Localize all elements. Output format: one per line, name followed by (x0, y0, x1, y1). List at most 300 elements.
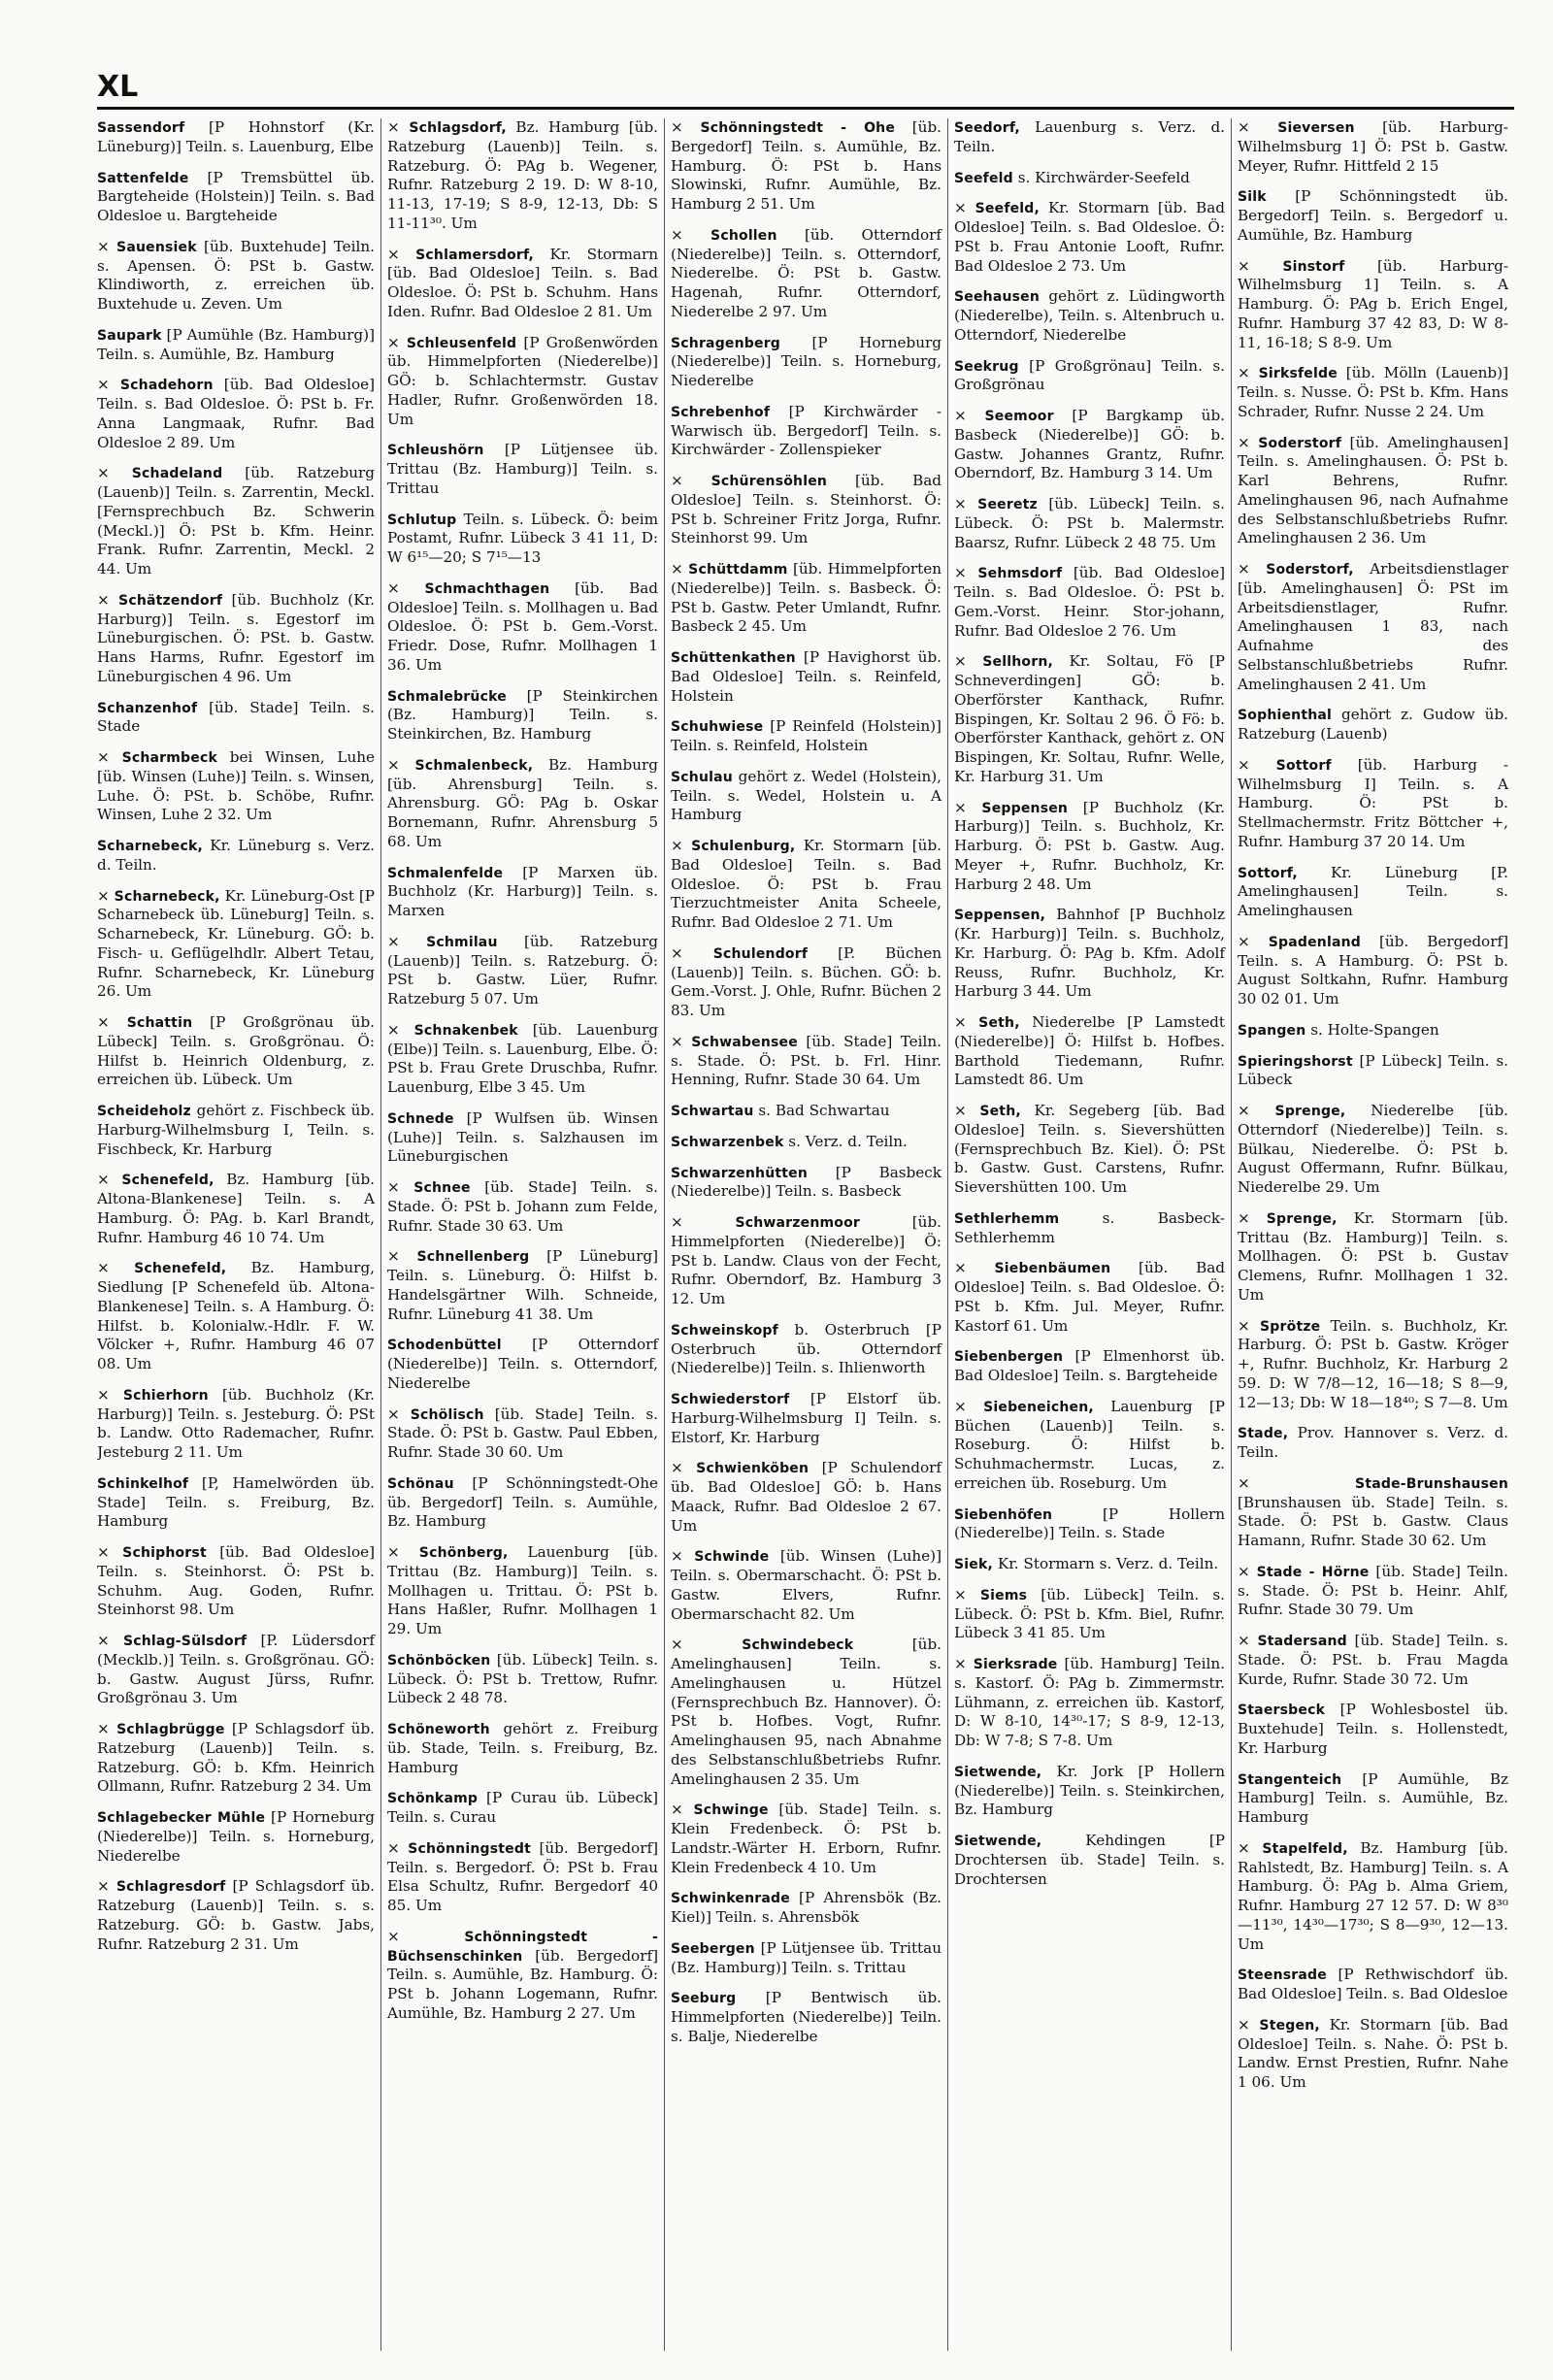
entry-text: [Brunshausen üb. Stade] Teiln. s. Stade. Ö: PSt b. Gastw. Claus Hamann, Rufnr. Stade 30 62. Um (1238, 1493, 1508, 1549)
post-office-mark: × (97, 590, 110, 609)
post-office-mark: × (671, 1636, 683, 1654)
entry-name: Seemoor (984, 409, 1054, 424)
header-rule (97, 107, 1514, 110)
directory-entry (954, 199, 1225, 276)
post-office-mark: × (954, 1013, 967, 1031)
entry-text: bei Winsen, Luhe [üb. Winsen (Luhe)] Teiln. s. Winsen, Luhe. Ö: PSt. b. Schöbe, Rufnr. Winsen, Luhe 2 32. Um (97, 748, 376, 824)
directory-entry (671, 648, 942, 706)
entry-name: Siebenbergen (954, 1349, 1064, 1366)
directory-entry (671, 1390, 942, 1447)
directory-entry (671, 472, 942, 548)
post-office-mark: × (954, 652, 967, 671)
entry-name: Schönningstedt (408, 1840, 531, 1857)
directory-entry (671, 226, 942, 322)
post-office-mark: × (1238, 560, 1250, 578)
directory-entry (97, 1632, 375, 1708)
post-office-mark: × (954, 1102, 967, 1119)
entry-name: Schmalebrücke (387, 688, 507, 705)
directory-entry (671, 1989, 942, 2046)
entry-name: Seefeld, (975, 201, 1041, 217)
directory-entry (954, 1832, 1225, 1889)
directory-entry (954, 1763, 1225, 1820)
entry-name: Siebenhöfen (954, 1506, 1053, 1523)
directory-entry (671, 1033, 942, 1090)
directory-entry (387, 756, 658, 852)
directory-entry (97, 748, 375, 825)
directory-entry (97, 1386, 375, 1463)
directory-entry (1238, 560, 1508, 694)
entry-text: [P Tremsbüttel üb. Bargteheide (Holstein)] Teiln. s. Bad Oldesloe u. Bargteheide (97, 168, 375, 224)
entry-text: [P Ahrensbök (Bz. Kiel)] Teiln. s. Ahrensbök (671, 1889, 942, 1926)
directory-entry (671, 118, 942, 215)
entry-text: Kr. Stormarn [üb. Bad Oldesloe] Teiln. s. Nahe. Ö: PSt b. Landw. Ernst Prestien, Rufnr. Nahe 1 06. Um (1238, 2015, 1508, 2091)
entry-name: Schinkelhof (97, 1475, 189, 1492)
entry-text: [P Elmenhorst üb. Bad Oldesloe] Teiln. s. Bargteheide (954, 1347, 1225, 1384)
entry-name: Schwindebeck (742, 1637, 854, 1654)
directory-entry (387, 1474, 658, 1532)
entry-text: [üb. Bad Oldesloe] Teiln. s. Bad Oldesloe. Ö: PSt b. Gem.-Vorst. Heinr. Stor-johann, Rufnr. Bad Oldesloe 2 76. Um (954, 564, 1225, 640)
directory-entry (954, 1586, 1225, 1643)
entry-text: Kr. Lüneburg [P. Amelinghausen] Teiln. s. Amelinghausen (1238, 863, 1508, 919)
post-office-mark: × (954, 798, 967, 816)
post-office-mark: × (387, 1020, 400, 1039)
post-office-mark: × (97, 376, 110, 394)
post-office-mark: × (97, 464, 110, 482)
entry-text: Bz. Hamburg [üb. Altona-Blankenese] Teiln. s. A Hamburg. Ö: PAg. b. Karl Brandt, Rufnr. Hamburg 46 10 74. Um (97, 1171, 376, 1246)
post-office-mark: × (387, 932, 400, 950)
entry-name: Scharnebeck, (97, 839, 204, 854)
entry-name: Schulendorf (712, 945, 809, 962)
entry-name: Seekrug (954, 358, 1019, 375)
entry-text: s. Holte-Spangen (1305, 1020, 1439, 1039)
directory-entry (387, 1839, 658, 1916)
post-office-mark: × (1238, 433, 1250, 451)
entry-name: Sprötze (1260, 1318, 1321, 1335)
entry-text: [üb. Ratzeburg (Lauenb)] Teiln. s. Zarrentin, Meckl. [Fernsprechbuch Bz. Schwerin (Meckl.)] Ö: PSt b. Kfm. Heinr. Frank. Rufnr. Zarrentin, Meckl. 2 44. Um (97, 464, 375, 578)
entry-text: [P Horneburg (Niederelbe)] Teiln. s. Horneburg, Niederelbe (97, 1808, 375, 1865)
directory-entry (954, 652, 1225, 786)
directory-entry (954, 1209, 1225, 1248)
directory-entry (387, 1720, 658, 1777)
entry-name: Schleushörn (387, 443, 484, 459)
post-office-mark: × (387, 333, 400, 351)
entry-text: [P Schulendorf üb. Bad Oldesloe] GÖ: b. Hans Maack, Rufnr. Bad Oldesloe 2 67. Um (671, 1459, 942, 1535)
directory-entry (97, 169, 375, 226)
directory-entry (671, 1547, 942, 1624)
directory-entry (954, 118, 1225, 157)
entry-text: [P Schönningstedt üb. Bergedorf] Teiln. s. Bergedorf u. Aumühle, Bz. Hamburg (1238, 187, 1508, 244)
directory-entry (387, 334, 658, 430)
entry-name: Schlagebecker Mühle (97, 1810, 266, 1826)
entry-text: s. Kirchwärder-Seefeld (1012, 168, 1190, 186)
entry-name: Schürensöhlen (710, 474, 828, 489)
directory-entry (671, 717, 942, 756)
entry-name: Schattin (126, 1015, 193, 1031)
entry-name: Seth, (979, 1104, 1021, 1119)
column-2 (380, 118, 664, 2351)
directory-entry (671, 1133, 942, 1152)
entry-name: Siems (979, 1587, 1028, 1603)
entry-text: [üb. Himmelpforten (Niederelbe)] Ö: PSt b. Landw. Claus von der Fecht, Rufnr. Oberndorf, Bz. Hamburg 3 12. Um (671, 1213, 942, 1307)
directory-entry (1238, 118, 1508, 176)
entry-name: Schlagresdorf (116, 1879, 226, 1896)
entry-name: Schlagsdorf, (409, 120, 507, 136)
entry-name: Schadeland (131, 466, 223, 482)
entry-name: Seebergen (671, 1940, 755, 1957)
entry-name: Sirksfelde (1258, 366, 1338, 382)
directory-entry (954, 357, 1225, 396)
post-office-mark: × (97, 748, 110, 766)
post-office-mark: × (671, 943, 683, 962)
entry-name: Spieringshorst (1238, 1053, 1353, 1070)
entry-text: [P Reinfeld (Holstein)] Teiln. s. Reinfeld, Holstein (671, 717, 942, 754)
post-office-mark: × (97, 1720, 110, 1737)
entry-name: Schnede (387, 1110, 454, 1127)
post-office-mark: × (387, 1178, 400, 1196)
directory-entry (671, 1889, 942, 1928)
entry-name: Soderstorf, (1266, 562, 1354, 578)
post-office-mark: × (1238, 118, 1250, 136)
directory-entry (387, 1405, 658, 1463)
entry-name: Schlag-Sülsdorf (122, 1634, 248, 1649)
directory-entry (1238, 1474, 1508, 1551)
directory-entry (1238, 1424, 1508, 1463)
directory-entry (1238, 1632, 1508, 1689)
column-3 (664, 118, 947, 2351)
entry-name: Stapelfeld, (1262, 1840, 1348, 1857)
post-office-mark: × (1238, 932, 1250, 950)
entry-name: Schönkamp (387, 1791, 479, 1807)
entry-name: Sauensiek (116, 239, 197, 255)
entry-text: [üb. Buxtehude] Teiln. s. Apensen. Ö: PSt b. Gastw. Klindiworth, z. erreichen üb. Buxtehude u. Zeven. Um (97, 237, 375, 313)
entry-name: Schodenbüttel (387, 1338, 502, 1354)
directory-entry (671, 403, 942, 460)
entry-text: [üb. Stade] Teiln. s. Stade. Ö: PSt b. Johann zum Felde, Rufnr. Stade 30 63. Um (387, 1178, 658, 1235)
post-office-mark: × (1238, 1838, 1250, 1857)
entry-text: Kr. Lüneburg s. Verz. d. Teiln. (97, 837, 375, 874)
entry-name: Schmilau (426, 934, 498, 950)
directory-entry (954, 564, 1225, 641)
directory-entry (671, 1102, 942, 1121)
entry-name: Schenefeld, (134, 1261, 227, 1277)
entry-name: Sellhorn, (982, 654, 1054, 671)
post-office-mark: × (671, 1032, 683, 1050)
directory-entry (1238, 1839, 1508, 1955)
directory-entry (387, 864, 658, 921)
directory-entry (671, 837, 942, 933)
entry-name: Sassendorf (97, 120, 185, 136)
directory-entry (954, 407, 1225, 483)
entry-text: [P Marxen üb. Buchholz (Kr. Harburg)] Teiln. s. Marxen (387, 863, 658, 919)
entry-name: Scharnebeck, (114, 888, 220, 905)
directory-entry (1238, 2016, 1508, 2093)
entry-text: Lauenburg [üb. Trittau (Bz. Hamburg)] Teiln. s. Mollhagen u. Trittau. Ö: PSt b. Hans Haßler, Rufnr. Mollhagen 1 29. Um (387, 1543, 658, 1637)
post-office-mark: × (954, 199, 967, 217)
entry-name: Schanzenhof (97, 700, 198, 716)
entry-name: Seth, (978, 1015, 1020, 1031)
entry-text: Niederelbe [P Lamstedt (Niederelbe)] Ö: Hilfst b. Hofbes. Barthold Tiedemann, Rufnr. Lamstedt 86. Um (954, 1013, 1226, 1089)
entry-text: [üb. Winsen (Luhe)] Teiln. s. Obermarschacht. Ö: PSt b. Gastw. Elvers, Rufnr. Obermarschacht 82. Um (671, 1547, 942, 1623)
directory-entry (387, 1336, 658, 1393)
entry-name: Stegen, (1259, 2017, 1320, 2033)
entry-text: [üb. Harburg - Wilhelmsburg I] Teiln. s. A Hamburg. Ö: PSt b. Stellmachermstr. Fritz Böttcher +, Rufnr. Hamburg 37 20 14. Um (1238, 755, 1509, 850)
entry-name: Sehmsdorf (977, 566, 1063, 582)
entry-name: Schönningstedt - Ohe (700, 120, 896, 136)
entry-name: Siebenbäumen (994, 1261, 1111, 1277)
entry-name: Sinstorf (1282, 258, 1345, 275)
directory-entry (1238, 187, 1508, 245)
entry-text: b. Osterbruch [P Osterbruch üb. Otterndorf (Niederelbe)] Teiln. s. Ihlienworth (671, 1320, 942, 1377)
entry-name: Sieversen (1277, 120, 1355, 136)
directory-entry (1238, 434, 1508, 549)
post-office-mark: × (97, 237, 110, 255)
entry-text: [üb. Harburg-Wilhelmsburg 1] Teiln. s. A Hamburg. Ö: PAg b. Erich Engel, Rufnr. Hamburg 37 42 83, D: W 8-11, 16-18; S 8-9. Um (1238, 256, 1508, 351)
entry-text: gehört z. Gudow üb. Ratzeburg (Lauenb) (1238, 706, 1508, 743)
directory-entry (97, 1013, 375, 1090)
entry-name: Schulau (671, 769, 733, 785)
entry-name: Schadehorn (119, 378, 214, 394)
entry-text: [üb. Mölln (Lauenb)] Teiln. s. Nusse. Ö: PSt b. Kfm. Hans Schrader, Rufnr. Nusse 2 24. Um (1238, 364, 1509, 420)
entry-name: Schönau (387, 1475, 454, 1492)
post-office-mark: × (97, 1259, 110, 1277)
entry-text: Lauenburg [P Büchen (Lauenb)] Teiln. s. Roseburg. Ö: Hilfst b. Schuhmachermstr. Lucas, z. erreichen üb. Roseburg. Um (954, 1397, 1225, 1492)
directory-entry (387, 687, 658, 744)
directory-entry (387, 1543, 658, 1639)
entry-name: Seppensen, (954, 908, 1046, 924)
post-office-mark: × (954, 1655, 967, 1672)
entry-text: Kr. Stormarn [üb. Bad Oldesloe] Teiln. s. Bad Oldesloe. Ö: PSt b. Frau Antonie Looft, Rufnr. Bad Oldesloe 2 73. Um (954, 199, 1225, 275)
entry-name: Schmachthagen (424, 580, 550, 597)
entry-name: Schlutup (387, 512, 457, 528)
directory-entry (954, 1398, 1225, 1494)
directory-entry (97, 1720, 375, 1797)
column-4 (947, 118, 1231, 2351)
entry-text: [üb. Bad Oldesloe] Teiln. s. Mollhagen u. Bad Oldesloe. Ö: PSt b. Gem.-Vorst. Friedr. Dose, Rufnr. Mollhagen 1 36. Um (387, 578, 659, 674)
entry-text: [P Hollern (Niederelbe)] Teiln. s. Stade (954, 1504, 1225, 1542)
entry-text: Kehdingen [P Drochtersen üb. Stade] Teiln. s. Drochtersen (954, 1832, 1225, 1888)
entry-name: Saupark (97, 327, 162, 344)
directory-entry (1238, 1701, 1508, 1758)
entry-name: Schierhorn (122, 1387, 209, 1404)
entry-text: [P Rethwischdorf üb. Bad Oldesloe] Teiln. s. Bad Oldesloe (1238, 1966, 1508, 2002)
entry-name: Schwienköben (696, 1461, 810, 1477)
directory-entry (671, 1939, 942, 1978)
entry-text: [P. Lüdersdorf (Mecklb.)] Teiln. s. Großgrönau. GÖ: b. Gastw. August Jürss, Rufnr. Großgrönau 3. Um (97, 1632, 375, 1707)
post-office-mark: × (387, 1838, 400, 1857)
entry-text: [P Lütjensee üb. Trittau (Bz. Hamburg)] Teiln. s. Trittau (387, 441, 658, 497)
entry-name: Schleusenfeld (406, 335, 517, 351)
post-office-mark: × (671, 1801, 683, 1819)
post-office-mark: × (387, 755, 400, 774)
post-office-mark: × (387, 1927, 400, 1945)
directory-entry (954, 1655, 1225, 1751)
entry-text: [üb. Harburg-Wilhelmsburg 1] Ö: PSt b. Gastw. Meyer, Rufnr. Hittfeld 2 15 (1238, 118, 1509, 175)
directory-entry (1238, 364, 1508, 421)
post-office-mark: × (97, 1543, 110, 1561)
entry-text: [P Schlagsdorf üb. Ratzeburg (Lauenb)] Teiln. s. Ratzeburg. GÖ: b. Kfm. Heinrich Ollmann, Rufnr. Ratzeburg 2 34. Um (97, 1720, 376, 1796)
directory-entry (954, 169, 1225, 188)
entry-name: Staersbeck (1238, 1702, 1326, 1719)
entry-text: s. Bad Schwartau (753, 1102, 890, 1119)
entry-text: s. Basbeck-Sethlerhemm (954, 1208, 1225, 1246)
entry-name: Sethlerhemm (954, 1210, 1060, 1227)
entry-text: [üb. Bergedorf] Teiln. s. Bergedorf. Ö: PSt b. Frau Elsa Schultz, Rufnr. Bergedorf 40 85. Um (387, 1838, 659, 1914)
post-office-mark: × (671, 118, 683, 136)
entry-text: [P Havighorst üb. Bad Oldesloe] Teiln. s. Reinfeld, Holstein (671, 648, 942, 705)
entry-name: Schwiederstorf (671, 1392, 790, 1407)
post-office-mark: × (954, 1585, 967, 1603)
directory-entry (954, 1347, 1225, 1386)
post-office-mark: × (1238, 1562, 1250, 1580)
post-office-mark: × (671, 837, 683, 854)
entry-text: gehört z. Wedel (Holstein), Teiln. s. Wedel, Holstein u. A Hamburg (671, 767, 942, 824)
directory-entry (954, 1555, 1225, 1574)
directory-entry (387, 1021, 658, 1098)
directory-entry (1238, 1317, 1508, 1413)
directory-entry (387, 1651, 658, 1708)
post-office-mark: × (1238, 1102, 1250, 1119)
entry-text: [P Lüneburg] Teiln. s. Lüneburg. Ö: Hilfst b. Handelsgärtner Wilh. Schneide, Rufnr. Lüneburg 41 38. Um (387, 1247, 658, 1323)
entry-text: [P Otterndorf (Niederelbe)] Teiln. s. Otterndorf, Niederelbe (387, 1336, 658, 1392)
entry-text: Arbeitsdienstlager [üb. Amelinghausen] Ö: PSt im Arbeitsdienstlager, Rufnr. Amelinghausen 1 83, nach Aufnahme des Selbstanschlußbetriebs Rufnr. Amelinghausen 2 41. Um (1238, 560, 1508, 693)
directory-entry (954, 1102, 1225, 1198)
directory-entry (97, 699, 375, 738)
entry-text: [P Elstorf üb. Harburg-Wilhelmsburg I] Teiln. s. Elstorf, Kr. Harburg (671, 1390, 942, 1446)
post-office-mark: × (1238, 2015, 1250, 2033)
entry-name: Siebeneichen, (983, 1399, 1094, 1415)
post-office-mark: × (387, 1543, 400, 1561)
entry-name: Stade-Brunshausen (1355, 1475, 1508, 1492)
entry-text: [üb. Stade] Teiln. s. Stade. Ö: PSt. b. Frl. Hinr. Henning, Rufnr. Stade 30 64. Um (671, 1032, 942, 1089)
directory-entry (671, 1321, 942, 1378)
entry-text: [üb. Lauenburg (Elbe)] Teiln. s. Lauenburg, Elbe. Ö: PSt b. Frau Grete Druschba, Rufnr. Lauenburg, Elbe 3 45. Um (387, 1020, 659, 1096)
entry-text: [P Aumühle (Bz. Hamburg)] Teiln. s. Aumühle, Bz. Hamburg (97, 325, 375, 363)
entry-text: [P Curau üb. Lübeck] Teiln. s. Curau (387, 1789, 658, 1826)
directory-entry (671, 1213, 942, 1309)
entry-text: [P Großgrönau üb. Lübeck] Teiln. s. Großgrönau. Ö: Hilfst b. Heinrich Oldenburg, z. erreichen üb. Lübeck. Um (97, 1013, 375, 1089)
directory-entry (1238, 1102, 1508, 1198)
entry-name: Schnakenbek (413, 1022, 518, 1039)
directory-entry (1238, 756, 1508, 852)
entry-text: [P Lütjensee üb. Trittau (Bz. Hamburg)] Teiln. s. Trittau (671, 1938, 942, 1976)
post-office-mark: × (1238, 1316, 1250, 1335)
directory-entry (1238, 1209, 1508, 1306)
entry-name: Schwabensee (691, 1034, 798, 1050)
directory-entry (671, 334, 942, 391)
directory-entry (97, 1877, 375, 1954)
entry-name: Schwinge (693, 1802, 769, 1819)
entry-name: Schlagbrügge (116, 1722, 225, 1737)
entry-text: Bz. Hamburg [üb. Rahlstedt, Bz. Hamburg] Teiln. s. A Hamburg. Ö: PAg b. Alma Griem, Rufnr. Hamburg 27 12 57. D: W 8³⁰—11³⁰, 14³⁰—17³⁰; S 8—9³⁰, 12—13. Um (1238, 1838, 1508, 1953)
entry-text: Kr. Stormarn [üb. Trittau (Bz. Hamburg)] Teiln. s. Mollhagen. Ö: PSt b. Gustav Clemens, Rufnr. Mollhagen 1 32. Um (1238, 1208, 1508, 1304)
directory-entry (97, 326, 375, 365)
entry-text: [üb. Buchholz (Kr. Harburg)] Teiln. s. Jesteburg. Ö: PSt b. Landw. Otto Rademacher, Rufnr. Jesteburg 2 11. Um (97, 1385, 375, 1461)
entry-text: [P Aumühle, Bz Hamburg] Teiln. s. Aumühle, Bz. Hamburg (1238, 1769, 1508, 1826)
entry-text: Teiln. s. Buchholz, Kr. Harburg. Ö: PSt b. Gastw. Kröger +, Rufnr. Buchholz, Kr. Harburg 2 59. D: W 7/8—12, 16—18; S 8—9, 12—13; Db: W 18—18⁴⁰; S 7—8. Um (1238, 1316, 1508, 1411)
directory-entry (1238, 706, 1508, 744)
directory-entry (954, 1259, 1225, 1336)
entry-text: gehört z. Freiburg üb. Stade, Teiln. s. Freiburg, Bz. Hamburg (387, 1720, 658, 1776)
post-office-mark: × (671, 1547, 683, 1566)
post-office-mark: × (954, 1397, 967, 1415)
entry-name: Schönningstedt - Büchsenschinken (387, 1929, 658, 1965)
entry-name: Scharmbeck (121, 750, 217, 766)
post-office-mark: × (1238, 1208, 1250, 1227)
entry-text: Teiln. s. Lübeck. Ö: beim Postamt, Rufnr. Lübeck 3 41 11, D: W 6¹⁵—20; S 7¹⁵—13 (387, 510, 658, 566)
entry-name: Seeburg (671, 1991, 737, 2007)
entry-text: Kr. Jork [P Hollern (Niederelbe)] Teiln. s. Steinkirchen, Bz. Hamburg (954, 1762, 1225, 1819)
directory-entry (671, 560, 942, 637)
entry-name: Schätzendorf (118, 592, 223, 609)
columns-container (97, 118, 1514, 2351)
entry-name: Sprenge, (1266, 1210, 1338, 1227)
entry-name: Schwarzenhütten (671, 1165, 809, 1181)
directory-entry (387, 579, 658, 676)
entry-text: Kr. Stormarn s. Verz. d. Teiln. (993, 1555, 1219, 1572)
post-office-mark: × (97, 1013, 110, 1031)
page-number: XL (97, 70, 139, 104)
entry-name: Stadersand (1257, 1634, 1347, 1649)
entry-name: Seppensen (981, 800, 1069, 816)
entry-text: [P Lübeck] Teiln. s. Lübeck (1238, 1051, 1508, 1089)
entry-text: [P Bentwisch üb. Himmelpforten (Niederelbe)] Teiln. s. Balje, Niederelbe (671, 1989, 942, 2045)
entry-text: [üb. Buchholz (Kr. Harburg)] Teiln. s. Egestorf im Lüneburgischen. Ö: PSt. b. Gastw. Hans Harms, Rufnr. Egestorf im Lüneburgischen 4 96. Um (97, 590, 375, 685)
post-office-mark: × (1238, 1632, 1250, 1649)
entry-text: [P Wulfsen üb. Winsen (Luhe)] Teiln. s. Salzhausen im Lüneburgischen (387, 1108, 658, 1166)
directory-entry (387, 118, 658, 234)
entry-text: [üb. Otterndorf (Niederelbe)] Teiln. s. Otterndorf, Niederelbe. Ö: PSt b. Gastw. Hagenah, Rufnr. Otterndorf, Niederelbe 2 97. Um (671, 225, 942, 320)
directory-entry (97, 376, 375, 452)
entry-text: [P Schlagsdorf üb. Ratzeburg (Lauenb)] Teiln. s. s. Ratzeburg. GÖ: b. Gastw. Jabs, Rufnr. Ratzeburg 2 31. Um (97, 1877, 376, 1953)
post-office-mark: × (387, 118, 400, 136)
entry-text: [üb. Bergedorf] Teiln. s. Aumühle, Bz. Hamburg. Ö: PSt b. Hans Slowinski, Rufnr. Aumühle, Bz. Hamburg 2 51. Um (671, 118, 942, 213)
post-office-mark: × (954, 407, 967, 424)
post-office-mark: × (954, 564, 967, 582)
post-office-mark: × (954, 495, 967, 512)
column-5 (1231, 118, 1514, 2351)
entry-name: Stade, (1238, 1426, 1289, 1442)
entry-name: Schönberg, (418, 1545, 509, 1561)
entry-name: Schwarzenbek (671, 1134, 784, 1150)
directory-entry (97, 887, 375, 1003)
directory-entry (97, 1808, 375, 1866)
entry-text: [üb. Bergedorf] Teiln. s. A Hamburg. Ö: PSt b. August Soltkahn, Rufnr. Hamburg 30 02 01. Um (1238, 932, 1509, 1008)
entry-text: [üb. Bad Oldesloe] Teiln. s. Steinhorst. Ö: PSt b. Schuhm. Aug. Goden, Rufnr. Steinhorst 98. Um (97, 1543, 376, 1619)
post-office-mark: × (387, 1405, 400, 1423)
entry-name: Schragenberg (671, 335, 781, 351)
entry-name: Schwinde (694, 1549, 770, 1566)
entry-text: [üb. Stade] Teiln. s. Stade. Ö: PSt b. Heinr. Ahlf, Rufnr. Stade 30 79. Um (1238, 1562, 1508, 1619)
entry-name: Schweinskopf (671, 1322, 778, 1339)
entry-text: [üb. Bergedorf] Teiln. s. Aumühle, Bz. Hamburg. Ö: PSt b. Johann Logemann, Rufnr. Aumühle, Bz. Hamburg 2 27. Um (387, 1946, 658, 2022)
entry-text: Kr. Stormarn [üb. Bad Oldesloe] Teiln. s. Bad Oldesloe. Ö: PSt b. Frau Tierzuchtmeister Anita Scheele, Rufnr. Bad Oldesloe 2 71. Um (671, 837, 942, 931)
entry-name: Spadenland (1268, 934, 1361, 950)
entry-text: [P Hohnstorf (Kr. Lüneburg)] Teiln. s. Lauenburg, Elbe (97, 118, 375, 155)
entry-name: Schmalenfelde (387, 865, 504, 881)
directory-entry (97, 591, 375, 687)
entry-name: Siek, (954, 1557, 994, 1572)
directory-entry (1238, 1563, 1508, 1620)
entry-name: Seeretz (977, 497, 1038, 512)
entry-text: Bz. Hamburg [üb. Ratzeburg (Lauenb)] Teiln. s. Ratzeburg. Ö: PAg b. Wegener, Rufnr. Ratzeburg 2 19. D: W 8-10, 11-13, 17-19; S 8-9, 12-13, Db: S 11-11³⁰. Um (387, 118, 659, 232)
entry-text: [üb. Ratzeburg (Lauenb)] Teiln. s. Ratzeburg. Ö: PSt b. Gastw. Lüer, Rufnr. Ratzeburg 5 07. Um (387, 932, 658, 1008)
directory-entry (954, 1505, 1225, 1544)
entry-name: Schnee (413, 1180, 471, 1196)
entry-text: Bz. Hamburg [üb. Ahrensburg] Teiln. s. Ahrensburg. GÖ: PAg b. Oskar Bornemann, Rufnr. Ahrensburg 5 68. Um (387, 755, 658, 850)
entry-text: Kr. Segeberg [üb. Bad Oldesloe] Teiln. s. Sievershütten (Fernsprechbuch Bz. Kiel). Ö: PSt b. Gastw. Gust. Carstens, Rufnr. Sievershütten 100. Um (954, 1102, 1225, 1196)
entry-name: Schulenburg, (691, 839, 796, 854)
post-office-mark: × (387, 578, 400, 597)
